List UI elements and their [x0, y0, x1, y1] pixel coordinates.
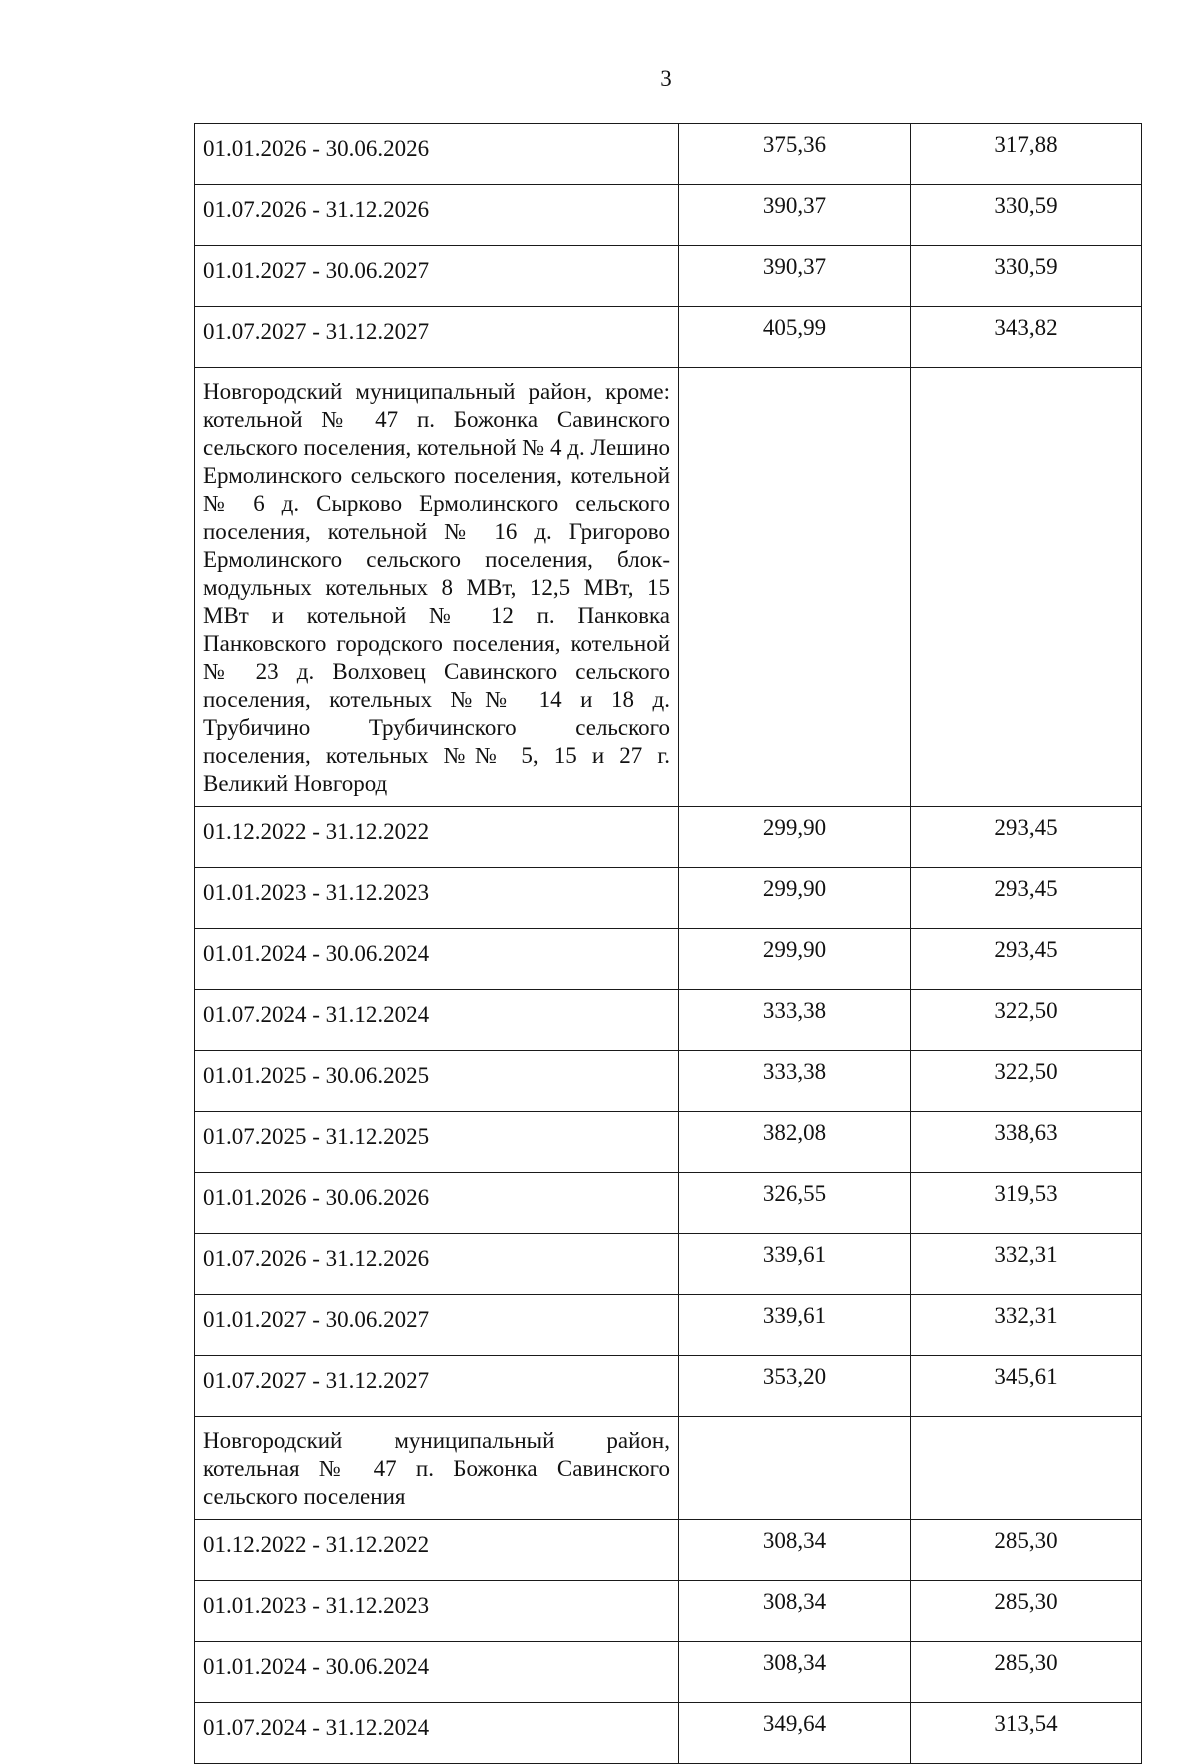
tariff-value-2-cell: 293,45 [911, 807, 1142, 868]
tariff-value-2-cell: 319,53 [911, 1173, 1142, 1234]
table-row [195, 1520, 1142, 1581]
tariff-value-1-cell: 308,34 [679, 1642, 911, 1703]
section-heading: Новгородский муниципальный район, кроме: котельной № 47 п. Божонка Савинского сельского поселения, котельной № 4 д. Лешино Ермолинского сельского поселения, котельной № 6 д. Сырково Ермолинского сельского поселения, котельной № 16 д. Григорово Ермолинского сельского поселения, блок-модульных котельных 8 МВт, 12,5 МВт, 15 МВт и котельной № 12 п. Панковка Панковского городского поселения, котельной № 23 д. Волховец Савинского сельского поселения, котельных №№ 14 и 18 д. Трубичино Трубичинского сельского поселения, котельных №№ 5, 15 и 27 г. Великий Новгород [195, 368, 679, 807]
tariff-value-1-cell: 405,99 [679, 307, 911, 368]
tariff-value-1-cell: 326,55 [679, 1173, 911, 1234]
table-row [195, 185, 1142, 246]
tariff-value-2-cell: 293,45 [911, 868, 1142, 929]
table-row [195, 1051, 1142, 1112]
tariff-value-1-cell: 299,90 [679, 929, 911, 990]
table-row [195, 1581, 1142, 1642]
period-cell: 01.07.2024 - 31.12.2024 [195, 1703, 679, 1764]
empty-cell [679, 1417, 911, 1520]
tariff-value-2-cell: 332,31 [911, 1234, 1142, 1295]
table-row [195, 1356, 1142, 1417]
period-cell: 01.01.2027 - 30.06.2027 [195, 246, 679, 307]
section-heading-row [195, 368, 1142, 807]
tariff-value-2-cell: 317,88 [911, 124, 1142, 185]
period-cell: 01.07.2024 - 31.12.2024 [195, 990, 679, 1051]
tariff-value-2-cell: 345,61 [911, 1356, 1142, 1417]
table-row [195, 1703, 1142, 1764]
table-row [195, 990, 1142, 1051]
table-row [195, 246, 1142, 307]
period-cell: 01.01.2026 - 30.06.2026 [195, 124, 679, 185]
tariff-value-1-cell: 339,61 [679, 1295, 911, 1356]
table-row [195, 307, 1142, 368]
tariff-value-1-cell: 339,61 [679, 1234, 911, 1295]
tariff-value-1-cell: 308,34 [679, 1520, 911, 1581]
period-cell: 01.12.2022 - 31.12.2022 [195, 1520, 679, 1581]
tariff-value-2-cell: 330,59 [911, 246, 1142, 307]
empty-cell [911, 368, 1142, 807]
period-cell: 01.01.2023 - 31.12.2023 [195, 868, 679, 929]
tariff-value-1-cell: 349,64 [679, 1703, 911, 1764]
tariff-value-1-cell: 299,90 [679, 868, 911, 929]
tariff-value-2-cell: 338,63 [911, 1112, 1142, 1173]
section-heading: Новгородский муниципальный район, котельная № 47 п. Божонка Савинского сельского поселения [195, 1417, 679, 1520]
period-cell: 01.07.2027 - 31.12.2027 [195, 1356, 679, 1417]
period-cell: 01.01.2025 - 30.06.2025 [195, 1051, 679, 1112]
tariff-value-2-cell: 332,31 [911, 1295, 1142, 1356]
tariff-value-1-cell: 390,37 [679, 185, 911, 246]
tariff-value-2-cell: 293,45 [911, 929, 1142, 990]
tariff-value-1-cell: 333,38 [679, 990, 911, 1051]
period-cell: 01.12.2022 - 31.12.2022 [195, 807, 679, 868]
tariff-value-1-cell: 375,36 [679, 124, 911, 185]
period-cell: 01.07.2025 - 31.12.2025 [195, 1112, 679, 1173]
tariff-value-2-cell: 322,50 [911, 990, 1142, 1051]
table-row [195, 1642, 1142, 1703]
table-row [195, 1173, 1142, 1234]
tariff-value-2-cell: 285,30 [911, 1642, 1142, 1703]
empty-cell [679, 368, 911, 807]
tariff-value-2-cell: 343,82 [911, 307, 1142, 368]
period-cell: 01.01.2026 - 30.06.2026 [195, 1173, 679, 1234]
period-cell: 01.01.2024 - 30.06.2024 [195, 929, 679, 990]
table-row [195, 1234, 1142, 1295]
tariff-value-2-cell: 322,50 [911, 1051, 1142, 1112]
table-row [195, 1295, 1142, 1356]
tariff-value-2-cell: 313,54 [911, 1703, 1142, 1764]
table-row [195, 124, 1142, 185]
table-row [195, 807, 1142, 868]
tariff-value-1-cell: 353,20 [679, 1356, 911, 1417]
tariff-value-1-cell: 308,34 [679, 1581, 911, 1642]
period-cell: 01.07.2026 - 31.12.2026 [195, 1234, 679, 1295]
period-cell: 01.01.2024 - 30.06.2024 [195, 1642, 679, 1703]
table-row [195, 929, 1142, 990]
tariff-value-1-cell: 390,37 [679, 246, 911, 307]
tariff-table [194, 123, 1142, 1764]
period-cell: 01.01.2027 - 30.06.2027 [195, 1295, 679, 1356]
table-row [195, 868, 1142, 929]
tariff-value-1-cell: 382,08 [679, 1112, 911, 1173]
empty-cell [911, 1417, 1142, 1520]
tariff-value-2-cell: 285,30 [911, 1581, 1142, 1642]
tariff-table-body [195, 124, 1142, 1764]
tariff-value-2-cell: 285,30 [911, 1520, 1142, 1581]
table-row [195, 1112, 1142, 1173]
period-cell: 01.07.2026 - 31.12.2026 [195, 185, 679, 246]
tariff-value-1-cell: 299,90 [679, 807, 911, 868]
tariff-value-1-cell: 333,38 [679, 1051, 911, 1112]
section-heading-row [195, 1417, 1142, 1520]
page-number: 3 [660, 66, 672, 91]
period-cell: 01.07.2027 - 31.12.2027 [195, 307, 679, 368]
period-cell: 01.01.2023 - 31.12.2023 [195, 1581, 679, 1642]
tariff-value-2-cell: 330,59 [911, 185, 1142, 246]
